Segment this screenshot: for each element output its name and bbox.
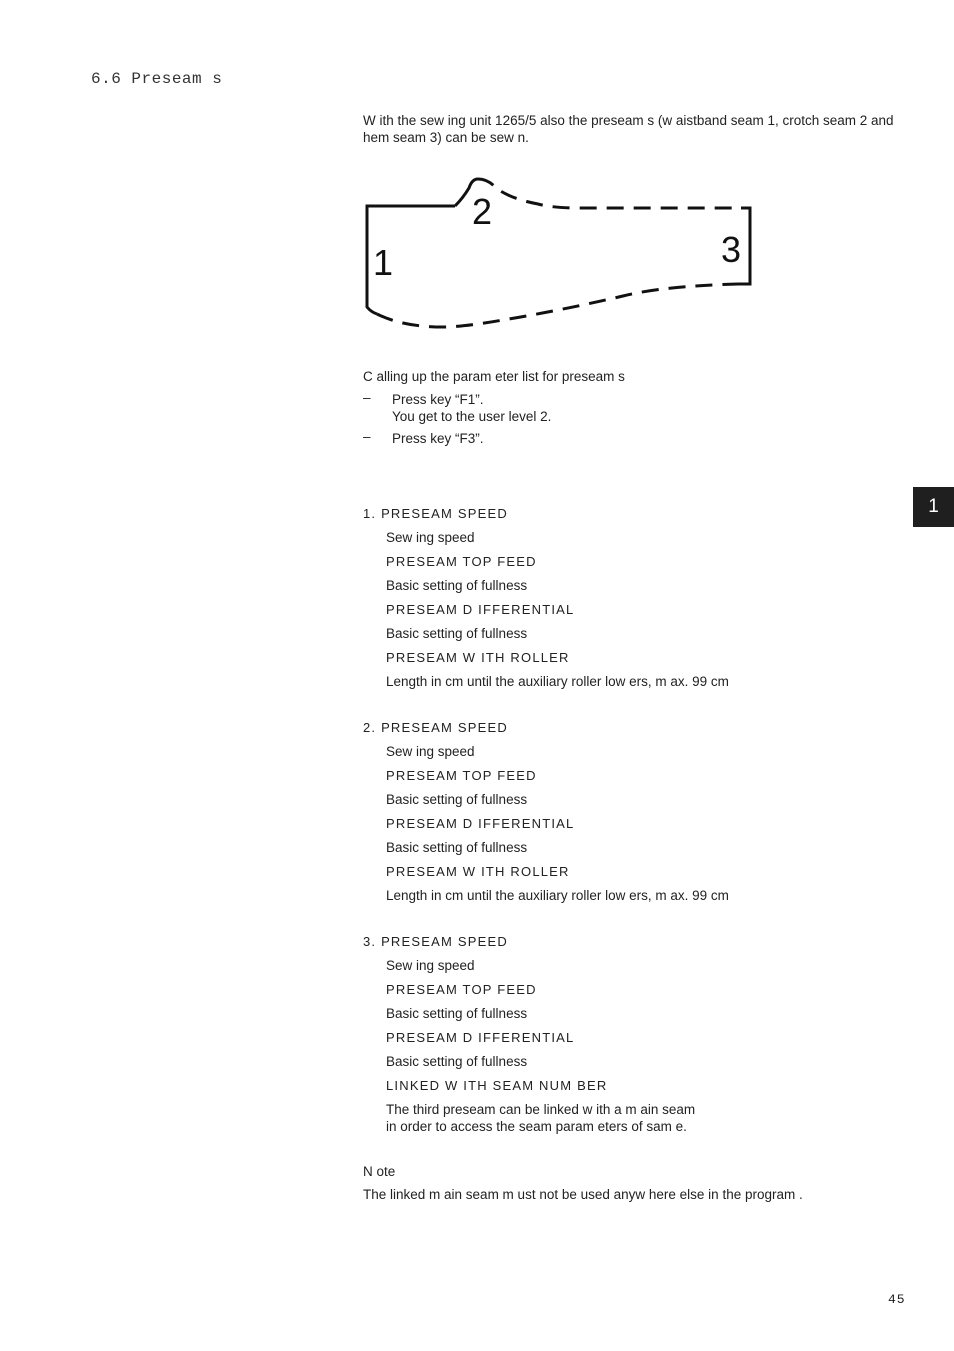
param-title: PRESEAM W ITH ROLLER xyxy=(386,650,570,665)
param-description: Basic setting of fullness xyxy=(386,578,528,593)
param-description: Length in cm until the auxiliary roller low ers, m ax. 99 cm xyxy=(386,674,729,689)
section-title: 6.6 Preseam s xyxy=(91,70,223,88)
bottom-seam-dashed xyxy=(377,284,738,327)
chapter-tab: 1 xyxy=(913,487,954,527)
page-number: 45 xyxy=(888,1292,906,1307)
param-description: Sew ing speed xyxy=(386,744,475,759)
param-title: PRESEAM SPEED xyxy=(381,506,508,521)
param-title: PRESEAM TOP FEED xyxy=(386,768,537,783)
param-description: Length in cm until the auxiliary roller low ers, m ax. 99 cm xyxy=(386,888,729,903)
param-description-line: The third preseam can be linked w ith a m ain seam xyxy=(386,1102,696,1117)
seam-label-3: 3 xyxy=(721,229,742,270)
param-title: PRESEAM D IFFERENTIAL xyxy=(386,1030,575,1045)
bullet-item xyxy=(363,430,903,447)
param-block-2 xyxy=(363,716,923,908)
seam-label-1: 1 xyxy=(373,242,394,283)
intro-paragraph: W ith the sew ing unit 1265/5 also the preseam s (w aistband seam 1, crotch seam 2 and hem seam 3) can be sew n. xyxy=(363,113,894,145)
calling-heading: C alling up the param eter list for preseam s xyxy=(363,369,625,384)
calling-parameter-list xyxy=(363,368,903,447)
param-heading xyxy=(363,716,923,740)
top-seam-dashed xyxy=(478,179,741,208)
param-title: PRESEAM SPEED xyxy=(381,934,508,949)
bullet-dash: – xyxy=(363,429,371,444)
param-description: Sew ing speed xyxy=(386,958,475,973)
param-title: PRESEAM W ITH ROLLER xyxy=(386,864,570,879)
param-heading xyxy=(363,502,923,526)
note-label: N ote xyxy=(363,1164,396,1179)
param-number: 3. xyxy=(363,934,377,949)
param-description: Basic setting of fullness xyxy=(386,1054,528,1069)
bullet-line: Press key “F3”. xyxy=(392,431,484,446)
param-number: 2. xyxy=(363,720,377,735)
bullet-dash: – xyxy=(363,390,371,405)
seam-label-2: 2 xyxy=(472,191,493,232)
param-title: PRESEAM TOP FEED xyxy=(386,554,537,569)
param-title: PRESEAM TOP FEED xyxy=(386,982,537,997)
param-description: Basic setting of fullness xyxy=(386,626,528,641)
param-description: Basic setting of fullness xyxy=(386,840,528,855)
seam-diagram-svg xyxy=(363,172,763,334)
param-description: Sew ing speed xyxy=(386,530,475,545)
param-number: 1. xyxy=(363,506,377,521)
param-heading xyxy=(363,930,923,954)
note-block xyxy=(363,1162,923,1205)
param-description-line: in order to access the seam param eters of sam e. xyxy=(386,1119,687,1134)
param-description: Basic setting of fullness xyxy=(386,792,528,807)
note-text: The linked m ain seam m ust not be used anyw here else in the program . xyxy=(363,1187,803,1202)
param-description-multiline xyxy=(363,1098,923,1135)
param-description: Basic setting of fullness xyxy=(386,1006,528,1021)
param-title: PRESEAM SPEED xyxy=(381,720,508,735)
param-block-3 xyxy=(363,930,923,1135)
bullet-item xyxy=(363,391,903,425)
param-title: PRESEAM D IFFERENTIAL xyxy=(386,816,575,831)
param-title: LINKED W ITH SEAM NUM BER xyxy=(386,1078,608,1093)
bullet-line: You get to the user level 2. xyxy=(392,409,552,424)
bullet-line: Press key “F1”. xyxy=(392,392,484,407)
param-block-1 xyxy=(363,502,923,694)
param-title: PRESEAM D IFFERENTIAL xyxy=(386,602,575,617)
trouser-part-diagram xyxy=(363,172,763,334)
